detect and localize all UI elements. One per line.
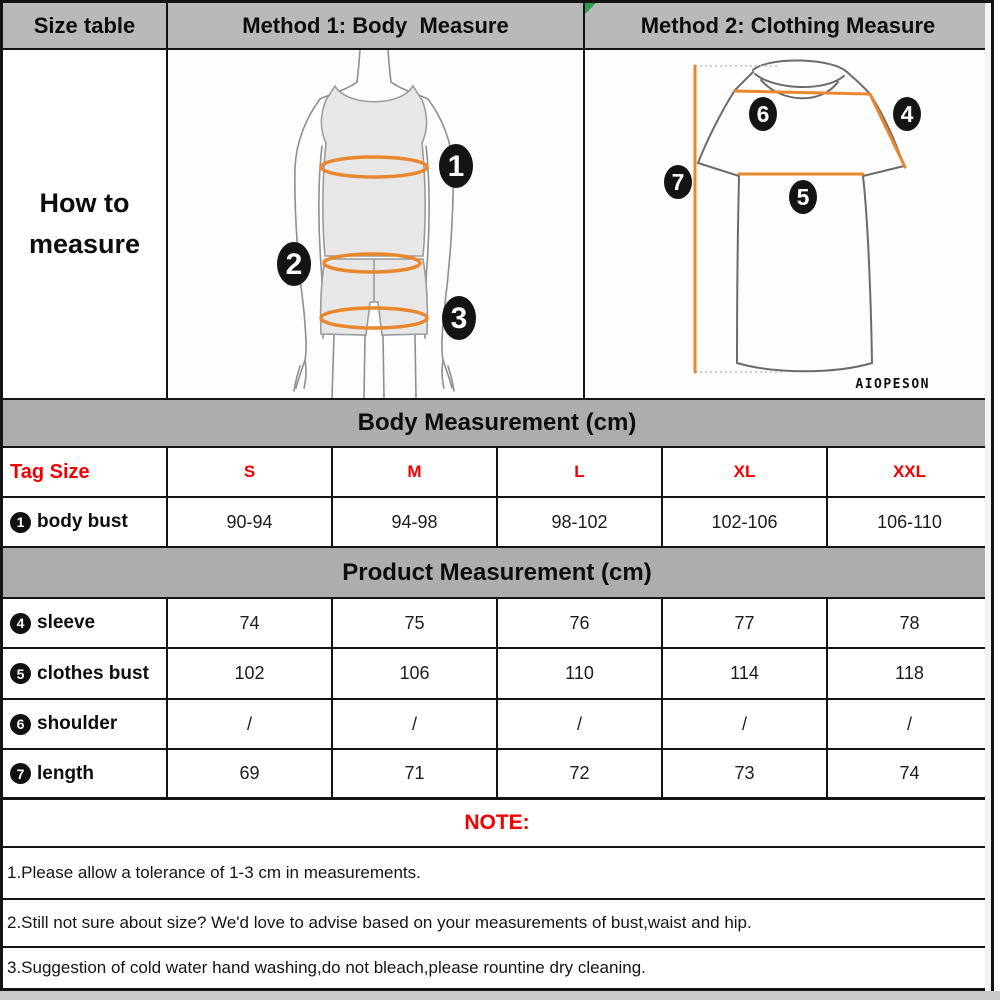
sleeve-m: 75	[333, 599, 498, 647]
tshirt-drawing	[585, 50, 991, 398]
clothes-bust-m: 106	[333, 649, 498, 698]
shoulder-l: /	[498, 700, 663, 748]
circled-1-icon: 1	[10, 512, 31, 533]
length-row	[3, 750, 991, 800]
how-to-measure-label	[3, 50, 168, 398]
body-measure-illustration	[168, 50, 585, 398]
clothes-bust-label	[3, 649, 168, 698]
body-bust-xxl: 106-110	[877, 511, 942, 532]
how-to-measure-row	[3, 50, 991, 400]
collar-mid	[755, 74, 844, 87]
size-col-xxl: XXL	[892, 462, 927, 481]
note-item-2: 2.Still not sure about size? We'd love to advise based on your measurements of bust,waist and hip.	[3, 900, 991, 948]
size-col-xl: XL	[663, 448, 828, 496]
bottom-margin	[0, 991, 1000, 1000]
shoulder-line	[735, 91, 870, 94]
body-measurement-title: Body Measurement (cm)	[3, 400, 991, 448]
clothes-bust-xl: 114	[663, 649, 828, 698]
collar-outer	[753, 60, 847, 72]
note-title: NOTE:	[3, 800, 991, 848]
marker-1-number: 1	[447, 150, 465, 183]
shoulder-label	[3, 700, 168, 748]
brand-text: AIOPESON	[855, 377, 930, 392]
note-item-1: 1.Please allow a tolerance of 1-3 cm in measurements.	[3, 848, 991, 900]
marker-4-number: 4	[900, 101, 914, 127]
tag-size-row	[3, 448, 991, 498]
length-xl: 73	[663, 750, 828, 797]
sleeve-label	[3, 599, 168, 647]
sleeve-s: 74	[168, 599, 333, 647]
body-figure-drawing	[168, 50, 583, 398]
circled-6-icon: 6	[10, 714, 31, 735]
marker-3-number: 3	[450, 302, 468, 335]
sleeve-xxl: 78	[899, 612, 920, 633]
clothes-bust-row	[3, 649, 991, 700]
sleeve-xl: 77	[663, 599, 828, 647]
body-bust-label	[3, 498, 168, 546]
marker-6-number: 6	[756, 101, 770, 127]
shoulder-m: /	[333, 700, 498, 748]
clothes-bust-text: clothes bust	[37, 662, 149, 684]
body-bust-s: 90-94	[168, 498, 333, 546]
length-text: length	[37, 762, 94, 784]
body-bust-text: body bust	[37, 511, 128, 532]
right-margin	[985, 3, 991, 994]
length-l: 72	[498, 750, 663, 797]
header-size-table: Size table	[3, 3, 168, 48]
size-col-l: L	[498, 448, 663, 496]
how-to-line1: How to	[39, 188, 130, 218]
marker-2-number: 2	[285, 248, 303, 281]
circled-7-icon: 7	[10, 763, 31, 784]
length-s: 69	[168, 750, 333, 797]
measure-lines	[695, 66, 905, 372]
product-measurement-title: Product Measurement (cm)	[3, 548, 991, 599]
sleeve-text: sleeve	[37, 612, 96, 633]
clothing-measure-illustration	[585, 50, 991, 398]
body-bust-xl: 102-106	[663, 498, 828, 546]
tank-top	[321, 86, 426, 256]
sleeve-row	[3, 599, 991, 649]
tag-size-label: Tag Size	[3, 448, 168, 496]
header-method2	[585, 3, 991, 48]
circled-4-icon: 4	[10, 613, 31, 634]
circled-5-icon: 5	[10, 663, 31, 684]
size-col-m: M	[333, 448, 498, 496]
clothes-bust-s: 102	[168, 649, 333, 698]
shoulder-xxl: /	[906, 713, 912, 734]
note-item-3: 3.Suggestion of cold water hand washing,do not bleach,please rountine dry cleaning.	[3, 948, 991, 991]
length-m: 71	[333, 750, 498, 797]
header-method1: Method 1: Body Measure	[168, 3, 585, 48]
sleeve-l: 76	[498, 599, 663, 647]
length-xxl: 74	[899, 763, 920, 783]
shoulder-row	[3, 700, 991, 750]
tshirt-outline	[698, 60, 904, 371]
shoulder-text: shoulder	[37, 713, 118, 734]
clothes-bust-l: 110	[498, 649, 663, 698]
shoulder-xl: /	[663, 700, 828, 748]
how-to-line2: measure	[28, 229, 141, 259]
marker-5-number: 5	[796, 184, 810, 210]
header-method2-label: Method 2: Clothing Measure	[640, 12, 936, 38]
header-row	[3, 3, 991, 50]
marker-7-number: 7	[671, 169, 685, 195]
size-col-s: S	[168, 448, 333, 496]
body-bust-m: 94-98	[333, 498, 498, 546]
cell-flag-triangle-icon	[585, 3, 596, 14]
clothes-bust-xxl: 118	[895, 663, 924, 683]
body-bust-l: 98-102	[498, 498, 663, 546]
body-bust-row	[3, 498, 991, 548]
length-label	[3, 750, 168, 797]
shoulder-s: /	[168, 700, 333, 748]
